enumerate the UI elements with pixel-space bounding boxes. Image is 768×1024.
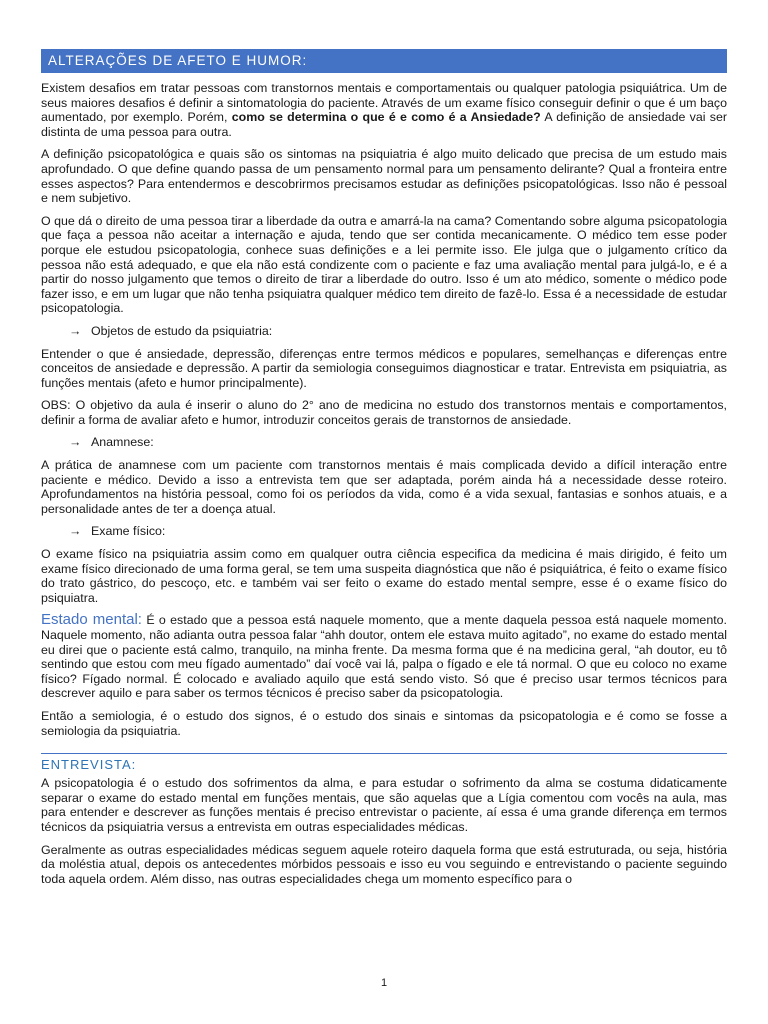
arrow-icon: → bbox=[69, 435, 82, 450]
bullet-label: Anamnese: bbox=[91, 435, 154, 450]
mental-state-label: Estado mental: bbox=[41, 611, 142, 629]
anxiety-question: como se determina o que é e como é a Ansiedade? bbox=[231, 110, 541, 125]
paragraph-objectives: Entender o que é ansiedade, depressão, diferenças entre termos médicos e populares, semelhanças e diferenças entre conceitos de ansiedade e depressão. A partir da semiologia conseguimos diagnosticar e tratar. Entrevista em psiquiatria, as funções mentais (afeto e humor principalmente). bbox=[41, 346, 727, 390]
paragraph-entrevista: A psicopatologia é o estudo dos sofrimentos da alma, e para estudar o sofrimento da alma se costuma didaticamente separar o exame do estado mental em funções mentais, que são aquelas que a Lígia comentou com vocês na aula, mas para entender e descrever as funções mentais é preciso entrevistar o paciente, aí essa é uma grande diferença em termos técnicos da psiquiatria versus a entrevista em outras especialidades médicas. bbox=[41, 776, 727, 834]
bullet-anamnese bbox=[41, 435, 727, 450]
bullet-label: Objetos de estudo da psiquiatria: bbox=[91, 323, 273, 338]
page-content bbox=[41, 49, 727, 894]
entrevista-title: ENTREVISTA: bbox=[41, 753, 727, 772]
bullet-label: Exame físico: bbox=[91, 524, 166, 539]
page-number: 1 bbox=[380, 977, 388, 989]
arrow-icon: → bbox=[69, 524, 82, 539]
paragraph-mental-state bbox=[41, 613, 727, 701]
paragraph-psychopathology: A definição psicopatológica e quais são os sintomas na psiquiatria é algo muito delicado que precisa de um estudo mais aprofundado. O que define quando passa de um pensamento normal para um pensamento delirante? Qual a fronteira entre esses aspectos? Para entendermos e descobrirmos precisamos estudar as definições psicopatológicas. Isso não é pessoal e nem subjetivo. bbox=[41, 147, 727, 206]
arrow-icon: → bbox=[69, 323, 82, 338]
bullet-physical-exam bbox=[41, 524, 727, 539]
paragraph-specialties: Geralmente as outras especialidades médicas seguem aquele roteiro daquela forma que está estruturada, ou seja, história da moléstia atual, depois os antecedentes mórbidos pessoais e isso eu vou seguindo e entrevistando o paciente seguindo toda aquela ordem. Além disso, nas outras especialidades chega um momento específico para o bbox=[41, 842, 727, 886]
paragraph-obs: OBS: O objetivo da aula é inserir o aluno do 2° ano de medicina no estudo dos transtornos mentais e comportamentos, definir a forma de avaliar afeto e humor, introduzir conceitos gerais de transtornos de ansiedade. bbox=[41, 398, 727, 427]
paragraph-physical-exam: O exame físico na psiquiatria assim como em qualquer outra ciência especifica da medicina é mais dirigido, é feito um exame físico direcionado de uma forma geral, se tem uma suspeita diagnóstica que não é psiquiátrica, é feito o exame físico do trato gástrico, do pescoço, etc. e também vai ser feito o exame do estado mental sempre, esse é o exame físico do psiquiatra. bbox=[41, 547, 727, 605]
paragraph-intro-end: A definição de ansiedade vai ser distinta de uma pessoa para outra. bbox=[41, 110, 727, 139]
paragraph-intro bbox=[41, 81, 727, 139]
mental-state-text: É o estado que a pessoa está naquele momento, que a mente daquela pessoa está naquele momento. Naquele momento, não adianta outra pessoa falar “ahh doutor, ontem ele estava muito agitado”, no exame do estado mental eu direi que o paciente está calmo, tranquilo, na minha frente. Da mesma forma que é na medicina geral, “ah doutor, eu tô sentindo que estou com meu fígado aumentado” daí você vai lá, palpa o fígado e ele tá normal. O que eu coloco no exame físico? Fígado normal. É colocado e avaliado aquilo que está sendo visto. Só que é preciso usar termos técnicos para descrever aquilo e para saber os termos técnicos é preciso saber da psicopatologia. bbox=[41, 613, 727, 701]
paragraph-liberty: O que dá o direito de uma pessoa tirar a liberdade da outra e amarrá-la na cama? Comentando sobre alguma psicopatologia que faça a pessoa não aceitar a internação e ajuda, tendo que ser contida mecanicamente. O médico tem esse poder porque ele estudou psicopatologia, conhece suas definições e a lei permite isso. Ele julga que o julgamento crítico da pessoa não está adequado, e que ela não está condizente com o paciente e faz uma avaliação mental para julgá-lo, e é a partir do nosso julgamento que temos o direito de tirar a liberdade do outro. Isso é um ato médico, somente o médico pode fazer isso, e em um lugar que não tenha psiquiatra qualquer médico tem direito de fazê-lo. Essa é a necessidade de estudar psicopatologia. bbox=[41, 213, 727, 316]
paragraph-semiology: Então a semiologia, é o estudo dos signos, é o estudo dos sinais e sintomas da psicopatologia e é como se fosse a semiologia da psiquiatria. bbox=[41, 708, 727, 738]
section-title: ALTERAÇÕES DE AFETO E HUMOR: bbox=[41, 49, 727, 73]
paragraph-anamnese: A prática de anamnese com um paciente com transtornos mentais é mais complicada devido a difícil interação entre paciente e médico. Devido a isso a entrevista tem que ser adaptada, porém ainda há a necessidade desse roteiro. Aprofundamentos na história pessoal, como foi os períodos da vida, como é a vida sexual, fantasias e sonhos atuais, e a personalidade antes de ter a doença atual. bbox=[41, 458, 727, 516]
paragraph-intro-text: Existem desafios em tratar pessoas com transtornos mentais e comportamentais ou qualquer patologia psiquiátrica. Um de seus maiores desafios é definir a sintomatologia do paciente. Através de um exame físico conseguir definir o que é um baço aumentado, por exemplo. Porém, bbox=[41, 81, 727, 125]
bullet-objects-of-study bbox=[41, 324, 727, 339]
